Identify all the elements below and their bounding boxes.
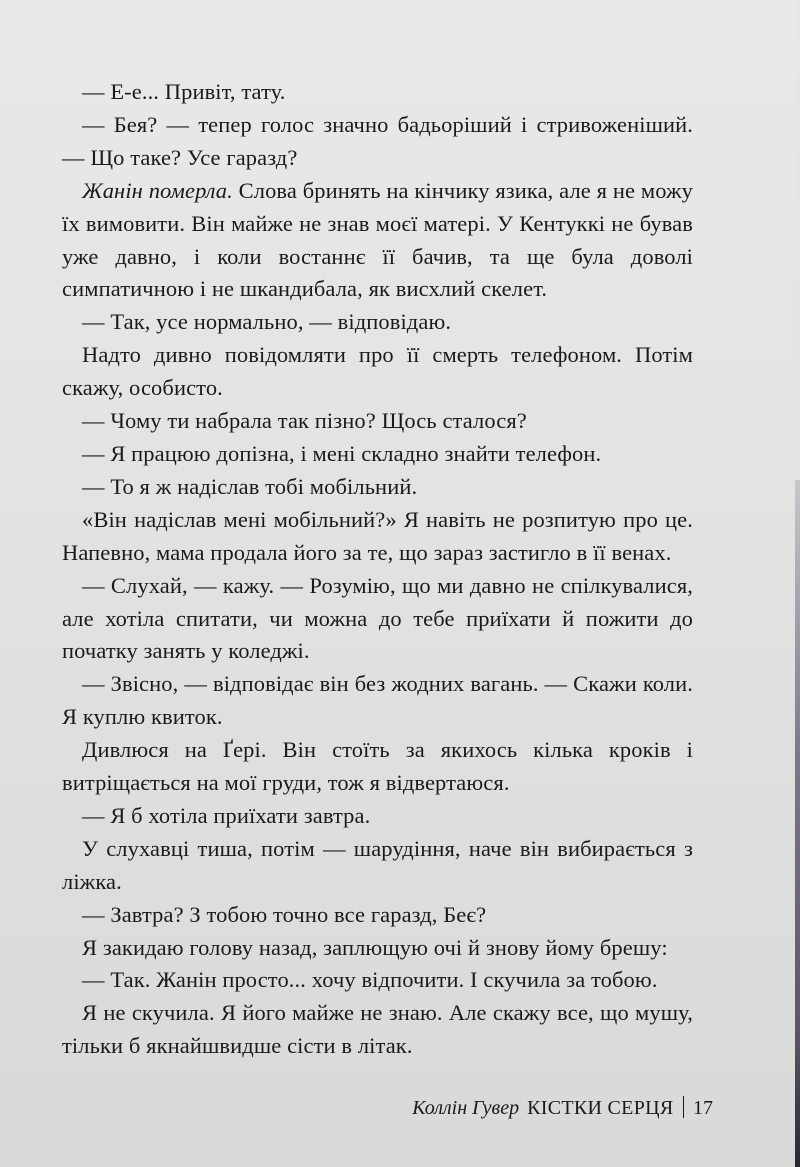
paragraph [62, 734, 693, 800]
paragraph-text: — Е-е... Привіт, тату. [82, 79, 286, 104]
paragraph [62, 504, 693, 570]
paragraph-text: — Бея? — тепер голос значно бадьоріший і стривоженіший. — Що таке? Усе гаразд? [62, 111, 693, 170]
paragraph [62, 471, 693, 504]
paragraph-text: — Я працюю допізна, і мені складно знайти телефон. [82, 440, 602, 466]
paragraph-text: — Так, усе нормально, — відповідаю. [82, 309, 452, 335]
paragraph-text: — То я ж надіслав тобі мобільний. [82, 473, 418, 499]
paragraph-text: — Слухай, — кажу. — Розумію, що ми давно не спілкувалися, але хотіла спитати, чи можна до тебе приїхати й пожити до початку занять у коледжі. [62, 572, 693, 664]
paragraph [62, 899, 693, 932]
running-footer [412, 1092, 713, 1120]
paragraph [62, 932, 693, 965]
paragraph [62, 997, 693, 1063]
paragraph-text: Надто дивно повідомляти про її смерть телефоном. Потім скажу, особисто. [62, 342, 693, 401]
paragraph-text: — Так. Жанін просто... хочу відпочити. І скучила за тобою. [82, 967, 658, 993]
page-edge-shadow [795, 480, 800, 1167]
paragraph [62, 570, 693, 669]
paragraph [62, 800, 693, 833]
paragraph [62, 109, 693, 175]
footer-separator [683, 1096, 685, 1118]
paragraph [62, 306, 693, 339]
paragraph [62, 438, 693, 471]
paragraph [62, 339, 693, 405]
paragraph-text: У слухавці тиша, потім — шарудіння, наче він вибирається з ліжка. [62, 835, 693, 894]
paragraph-text: Я закидаю голову назад, заплющую очі й знову йому брешу: [82, 934, 668, 960]
paragraph-text: Дивлюся на Ґері. Він стоїть за якихось кілька кроків і витріщається на мої груди, тож я відвертаюся. [62, 737, 693, 796]
footer-book-title: КІСТКИ СЕРЦЯ [527, 1097, 674, 1119]
paragraph-text: — Чому ти набрала так пізно? Щось сталося? [82, 408, 527, 434]
italic-phrase: Жанін померла. [82, 177, 233, 203]
footer-author: Коллін Гувер [412, 1097, 520, 1119]
paragraph-text: «Він надіслав мені мобільний?» Я навіть не розпитую про це. Напевно, мама продала його за те, що зараз застигло в її венах. [62, 506, 693, 565]
paragraph-text: — Я б хотіла приїхати завтра. [82, 802, 371, 828]
paragraph [62, 405, 693, 438]
paragraph [62, 175, 693, 307]
paragraph-text: Я не скучила. Я його майже не знаю. Але скажу все, що мушу, тільки б якнайшвидше сісти в літак. [62, 1000, 693, 1059]
paragraph-text: Слова бринять на кінчику язика, але я не можу їх вимовити. Він майже не знав моєї матері. У Кентуккі не бував уже давно, і коли востаннє її бачив, та ще була доволі симпатичною і не шкандибала, як висхлий скелет. [62, 177, 693, 302]
paragraph [62, 964, 693, 997]
body-text [62, 76, 693, 1063]
page-number: 17 [693, 1097, 713, 1119]
paragraph [62, 833, 693, 899]
paragraph [62, 76, 693, 109]
paragraph-text: — Завтра? З тобою точно все гаразд, Беє? [82, 901, 487, 927]
paragraph-text: — Звісно, — відповідає він без жодних вагань. — Скажи коли. Я куплю квиток. [62, 671, 693, 730]
paragraph [62, 668, 693, 734]
